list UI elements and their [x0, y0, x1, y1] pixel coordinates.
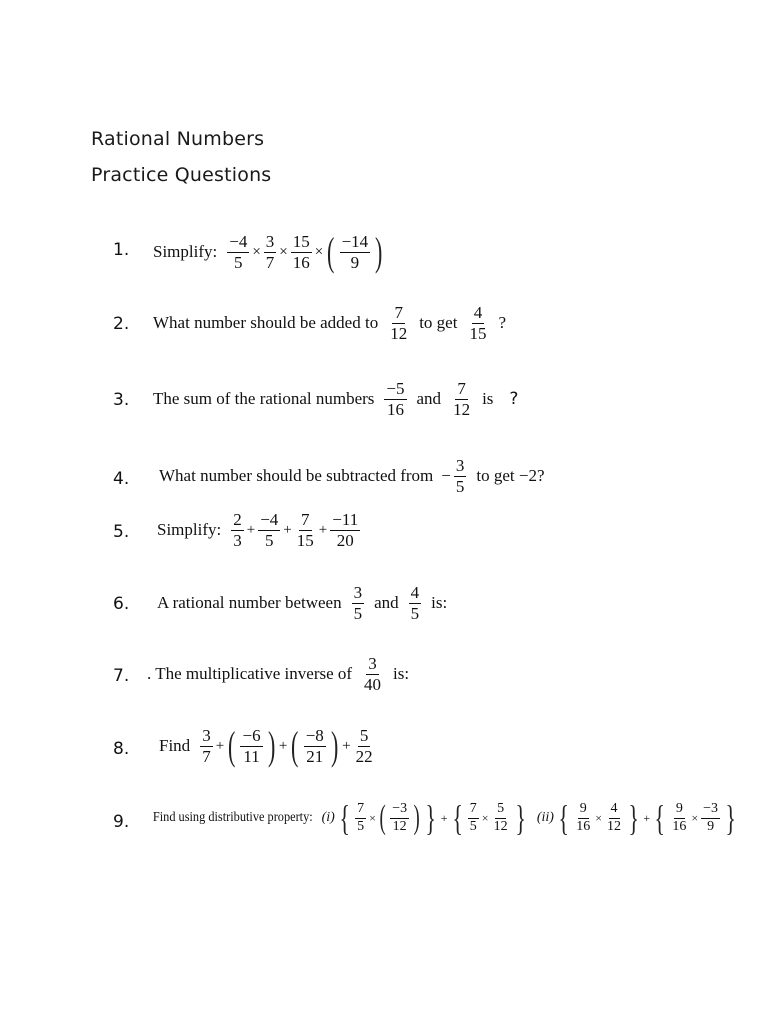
- fraction: $\frac{7}{15}$: [296, 510, 314, 550]
- part-label: (ii): [536, 810, 554, 825]
- fraction: $\frac{-14}{9}$: [341, 231, 369, 272]
- question-body: [146, 655, 410, 694]
- fraction: $\frac{-3}{12}$: [392, 800, 408, 834]
- question-text: to get: [419, 313, 458, 333]
- document-subtitle: Practice Questions: [91, 164, 272, 186]
- question-number: 3.: [113, 390, 130, 410]
- question-body: What number should be subtracted from − $\frac{3}{5}$ to get −2?: [159, 456, 545, 496]
- question-number: 5.: [113, 522, 130, 542]
- question-label: Find: [159, 736, 191, 755]
- question-text: A rational number between: [157, 593, 342, 613]
- fraction: $\frac{3}{40}$: [364, 654, 382, 694]
- fraction: $\frac{-4}{5}$: [229, 231, 248, 272]
- question-body: Simplify: $\frac{2}{3}$ + $\frac{-4}{5}$ + $\frac{7}{15}$ + $\frac{-11}{20}$: [157, 510, 359, 550]
- question-number: 4.: [113, 469, 130, 489]
- fraction: $\frac{7}{5}$: [357, 800, 365, 834]
- fraction: $\frac{7}{12}$: [390, 303, 408, 343]
- fraction: $\frac{-8}{21}$: [305, 725, 324, 766]
- question-text: and: [374, 593, 399, 613]
- question-label: Find using distributive property:: [152, 810, 313, 825]
- fraction: $\frac{3}{5}$: [353, 583, 363, 623]
- question-number: 6.: [113, 594, 130, 614]
- question-label: Simplify:: [157, 520, 222, 540]
- question-body: [152, 304, 507, 343]
- fraction: $\frac{5}{12}$: [493, 800, 508, 834]
- fraction: $\frac{5}{22}$: [355, 725, 373, 766]
- fraction: $\frac{9}{16}$: [576, 800, 591, 834]
- question-text: . The multiplicative inverse of: [147, 664, 353, 684]
- fraction: $\frac{-11}{20}$: [332, 510, 359, 550]
- fraction: $\frac{7}{12}$: [453, 379, 471, 419]
- part-label: (i): [321, 810, 335, 825]
- fraction: $\frac{-4}{5}$: [260, 510, 279, 550]
- question-text: is: [482, 389, 494, 409]
- fraction: $\frac{-6}{11}$: [242, 725, 261, 766]
- question-number: 7.: [113, 666, 130, 686]
- fraction: $\frac{2}{3}$: [233, 510, 242, 550]
- question-text: ?: [498, 313, 506, 333]
- question-text: is:: [431, 593, 448, 613]
- fraction: $\frac{15}{16}$: [292, 231, 310, 272]
- question-body: [152, 380, 519, 419]
- fraction: $\frac{3}{5}$: [455, 456, 465, 496]
- fraction: $\frac{9}{16}$: [672, 800, 687, 834]
- fraction: $\frac{-3}{9}$: [703, 800, 719, 834]
- fraction: $\frac{4}{15}$: [469, 303, 487, 343]
- question-text: What number should be added to: [153, 313, 379, 333]
- fraction: $\frac{-5}{16}$: [386, 379, 405, 419]
- question-body: Find $\frac{3}{7}$ + ( $\frac{-6}{11}$ ) + ( $\frac{-8}{21}$ ) + $\frac{5}{22}$: [159, 723, 373, 768]
- question-text: ?: [509, 389, 519, 410]
- question-text: What number should be subtracted from: [159, 466, 434, 486]
- question-body: [156, 584, 448, 623]
- question-label: Simplify:: [153, 242, 218, 261]
- question-body: Simplify: $\frac{-4}{5}$ × $\frac{3}{7}$ × $\frac{15}{16}$ × ( $\frac{-14}{9}$ ): [153, 229, 383, 274]
- question-text: and: [416, 389, 442, 409]
- fraction: $\frac{4}{12}$: [607, 800, 622, 834]
- question-number: 9.: [113, 812, 130, 832]
- question-text: is:: [393, 664, 410, 684]
- fraction: $\frac{4}{5}$: [410, 583, 420, 623]
- fraction: $\frac{3}{7}$: [202, 725, 211, 766]
- question-text: to get −2?: [476, 466, 545, 486]
- question-number: 2.: [113, 314, 130, 334]
- fraction: $\frac{3}{7}$: [265, 231, 275, 272]
- document-title: Rational Numbers: [91, 128, 265, 150]
- question-number: 8.: [113, 739, 130, 759]
- fraction: $\frac{7}{5}$: [469, 800, 477, 834]
- question-text: The sum of the rational numbers: [153, 389, 375, 409]
- question-number: 1.: [113, 240, 130, 260]
- question-body: Find using distributive property: (i) { $\frac{7}{5}$ × ( $\frac{-3}{12}$ ) } + { $\frac{7}{5}$ × $\frac{5}{12}$ } (ii) { $\frac{9}{16}$ × $\frac{4}{12}$ } + { $\frac{9}{16}$ × $\frac{-3}{9}$ }: [152, 798, 736, 838]
